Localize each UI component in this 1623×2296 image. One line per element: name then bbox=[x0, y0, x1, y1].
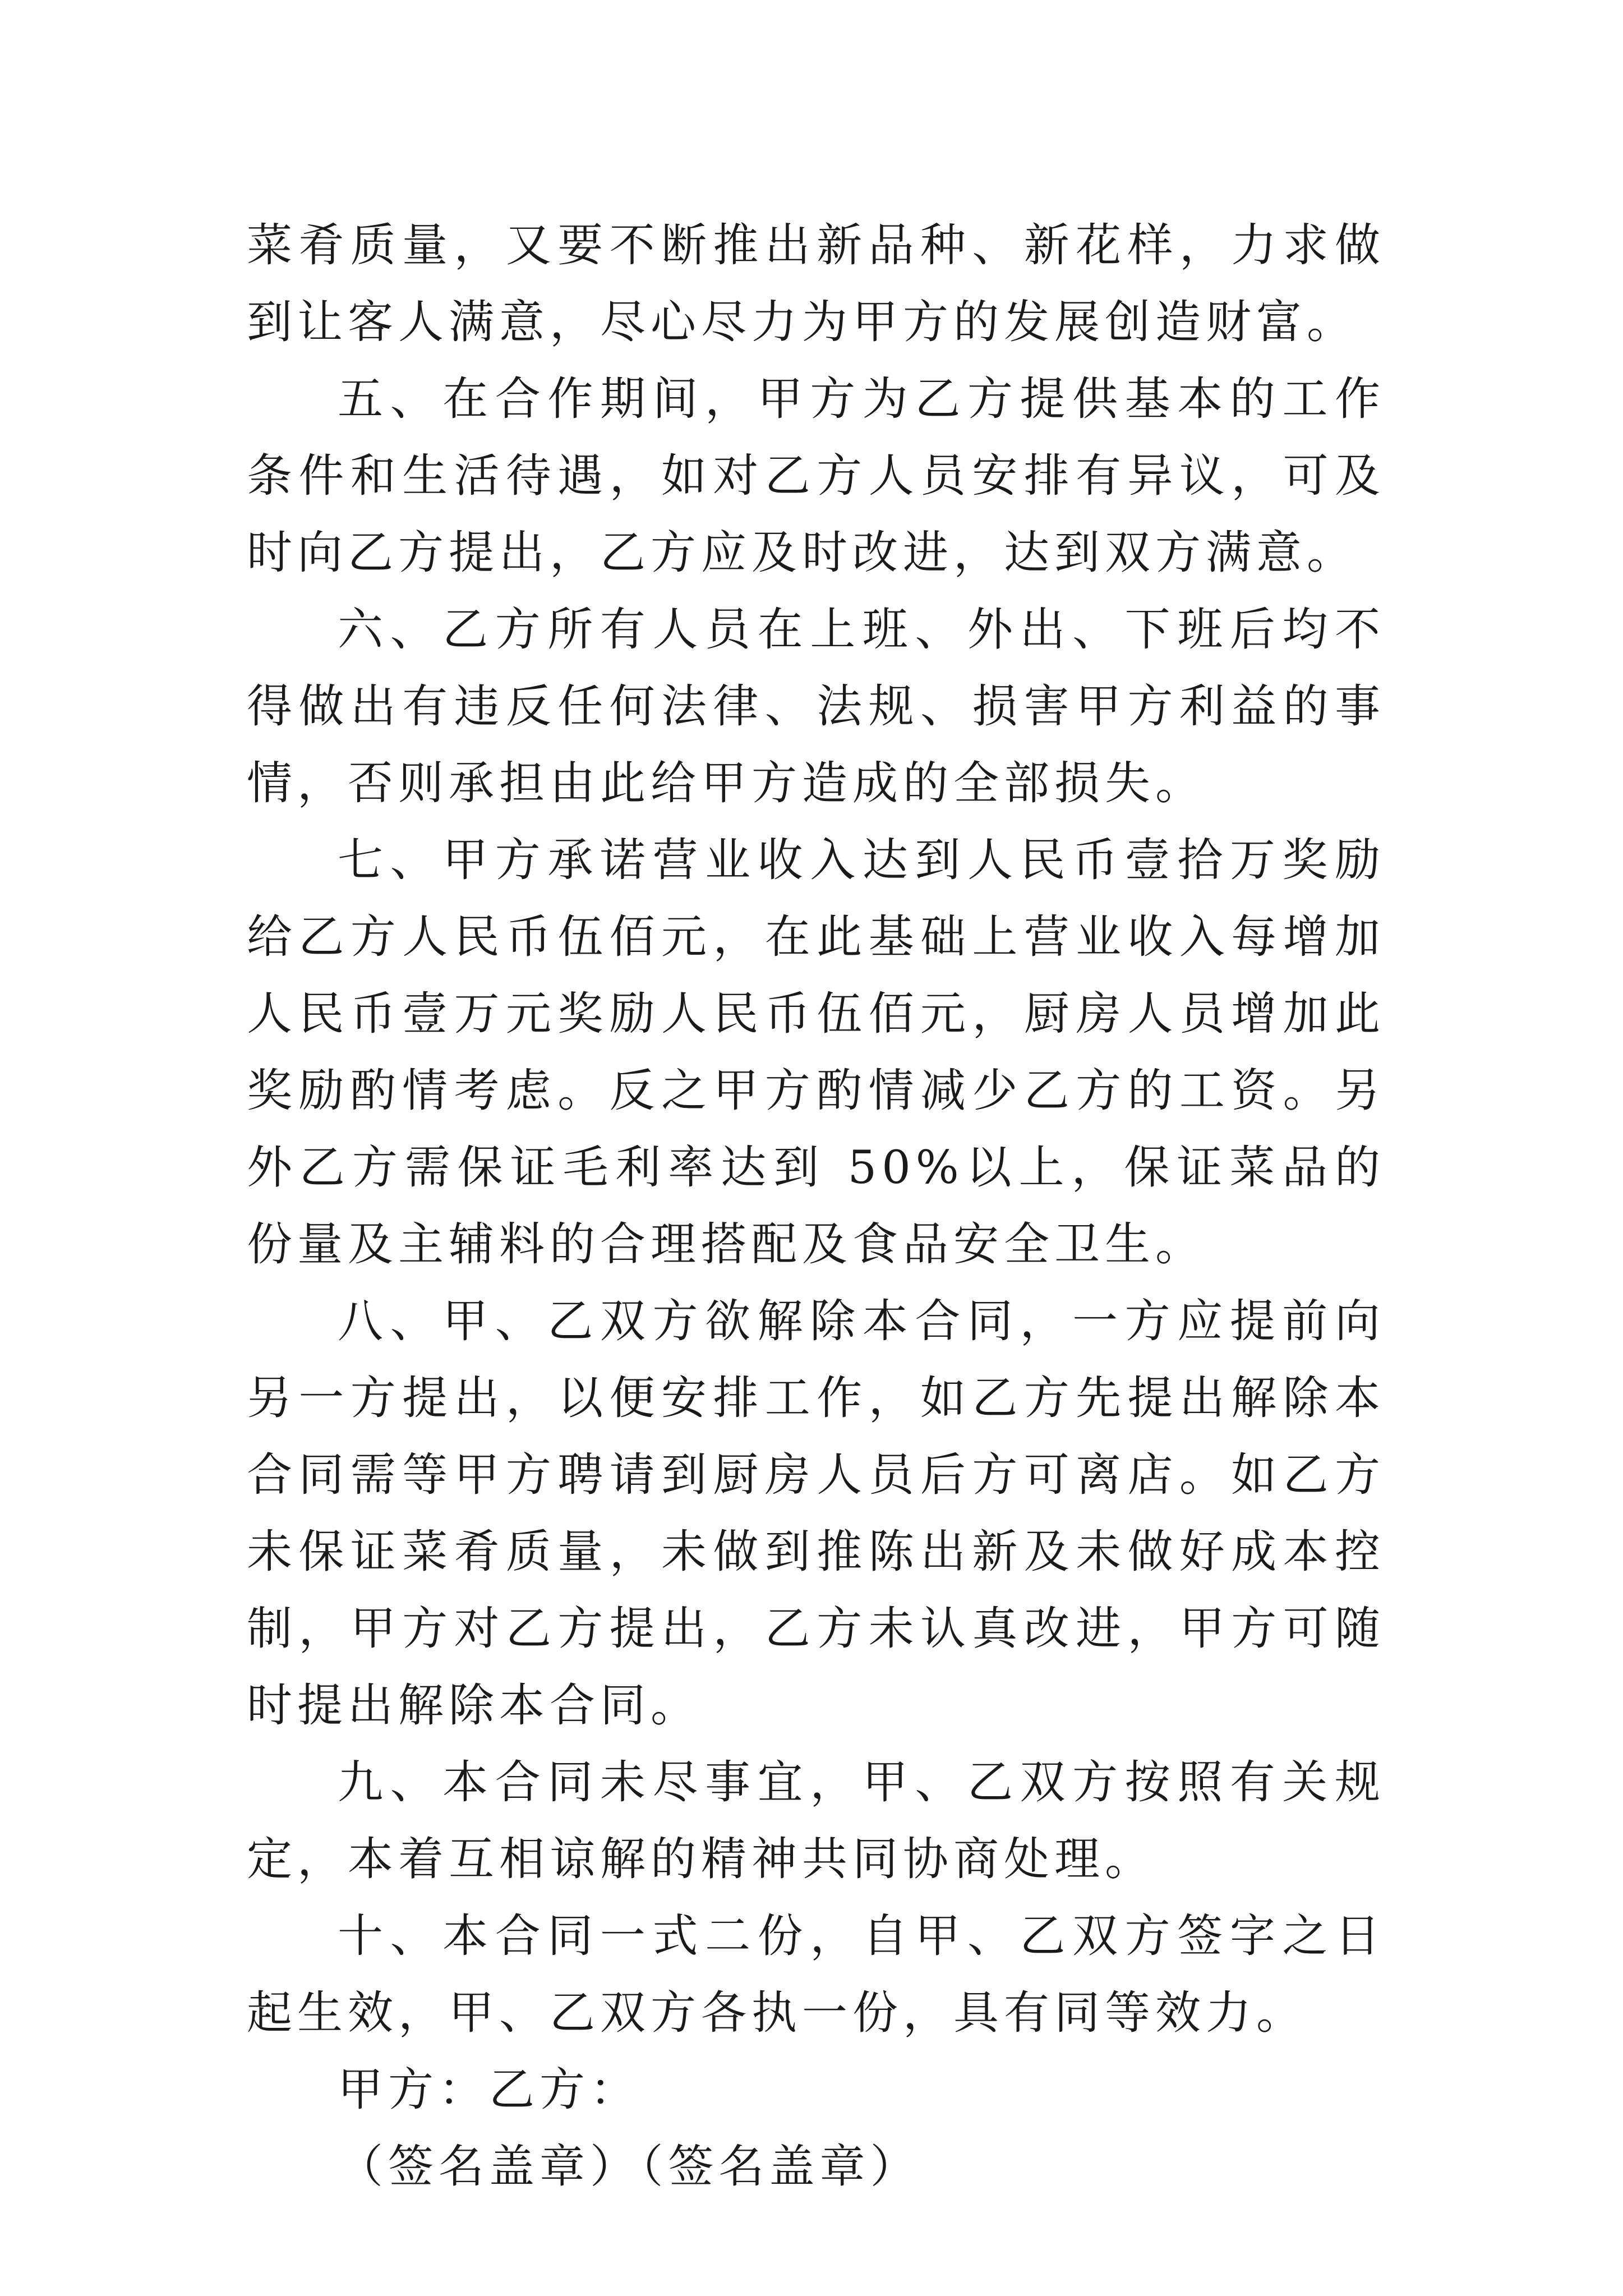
clause-6-paragraph: 六、乙方所有人员在上班、外出、下班后均不得做出有违反任何法律、法规、损害甲方利益的事情，否则承担由此给甲方造成的全部损失。 bbox=[247, 604, 1385, 810]
clause-7-paragraph: 七、甲方承诺营业收入达到人民币壹拾万奖励给乙方人民币伍佰元，在此基础上营业收入每增加人民币壹万元奖励人民币伍佰元，厨房人员增加此奖励酌情考虑。反之甲方酌情减少乙方的工资。另外乙方需保证毛利率达到 50%以上，保证菜品的份量及主辅料的合理搭配及食品安全卫生。 bbox=[247, 834, 1385, 1271]
document-body bbox=[247, 208, 1385, 2206]
clause-8-paragraph: 八、甲、乙双方欲解除本合同，一方应提前向另一方提出，以便安排工作，如乙方先提出解除本合同需等甲方聘请到厨房人员后方可离店。如乙方未保证菜肴质量，未做到推陈出新及未做好成本控制，甲方对乙方提出，乙方未认真改进，甲方可随时提出解除本合同。 bbox=[247, 1295, 1385, 1732]
paragraph-continuation: 菜肴质量，又要不断推出新品种、新花样，力求做到让客人满意，尽心尽力为甲方的发展创造财富。 bbox=[247, 219, 1385, 349]
signature-parties-line: 甲方：乙方： bbox=[338, 2064, 641, 2116]
signature-seal-line: （签名盖章）（签名盖章） bbox=[338, 2141, 921, 2193]
clause-10-paragraph: 十、本合同一式二份，自甲、乙双方签字之日起生效，甲、乙双方各执一份，具有同等效力。 bbox=[247, 1910, 1385, 2040]
clause-5-paragraph: 五、在合作期间，甲方为乙方提供基本的工作条件和生活待遇，如对乙方人员安排有异议，可及时向乙方提出，乙方应及时改进，达到双方满意。 bbox=[247, 373, 1385, 579]
clause-9-paragraph: 九、本合同未尽事宜，甲、乙双方按照有关规定，本着互相谅解的精神共同协商处理。 bbox=[247, 1756, 1385, 1886]
